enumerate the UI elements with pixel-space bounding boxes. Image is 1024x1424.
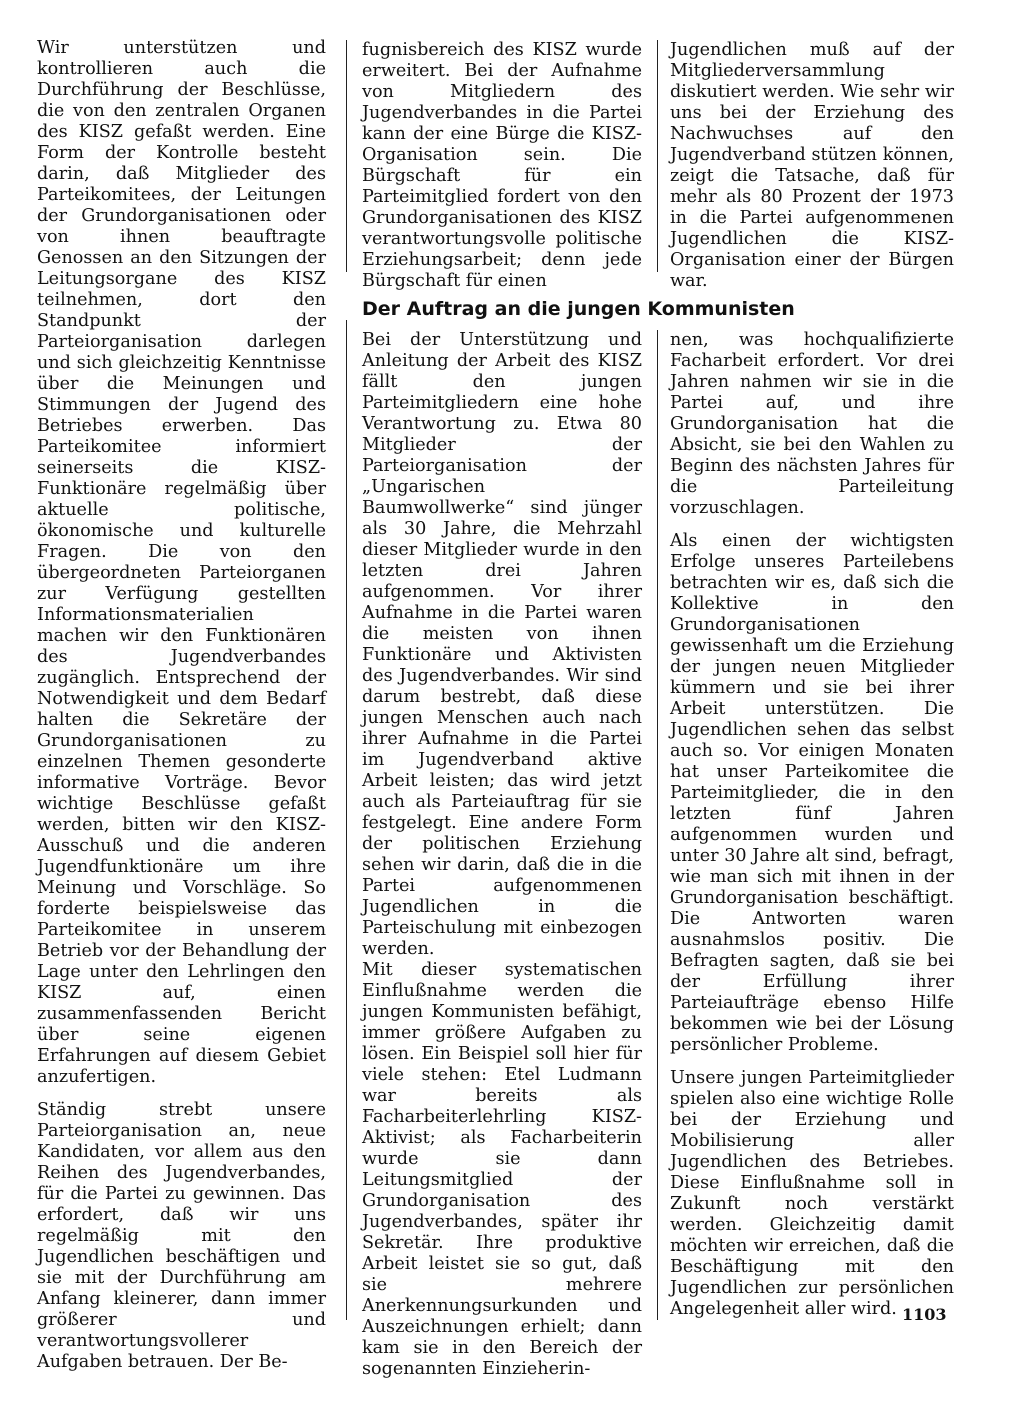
middle-bottom-paragraph-2: Mit dieser systematischen Einflußnahme werden die jungen Kommunisten befähigt, immer größere Aufgaben zu lösen. Ein Beispiel soll hier für viele stehen: Etel Ludmann war bereits als Facharbeiterlehrling KISZ-Aktivist; als Facharbeiterin wurde sie dann Leitungsmitglied der Grundorganisation des Jugendverbandes, später ihr Sekretär. Ihre produktive Arbeit leistet sie so gut, daß sie mehrere Anerkennungsurkunden und Auszeichnungen erhielt; dann kam sie in den Bereich der sogenannten Einzieherin-: [362, 960, 642, 1379]
column-rule-right-bottom: [657, 330, 658, 1320]
page-number: 1103: [902, 1305, 947, 1324]
right-bottom-column: [670, 330, 954, 1320]
column-rule-left-bottom: [346, 320, 347, 1320]
column-rule-right-top: [657, 40, 658, 272]
right-bottom-paragraph-1: nen, was hochqualifizierte Facharbeit erfordert. Vor drei Jahren nahmen wir sie in die Partei auf, und ihre Grundorganisation hat die Absicht, sie bei den Wahlen zu Beginn des nächsten Jahres für die Parteileitung vorzuschlagen.: [670, 330, 954, 518]
middle-bottom-paragraph-1: Bei der Unterstützung und Anleitung der Arbeit des KISZ fällt den jungen Parteimitgliedern eine hohe Verantwortung zu. Etwa 80 Mitglieder der Parteiorganisation der „Ungarischen Baumwollwerke“ sind jünger als 30 Jahre, die Mehrzahl dieser Mitglieder wurde in den letzten drei Jahren aufgenommen. Vor ihrer Aufnahme in die Partei waren die meisten von ihnen Funktionäre und Aktivisten des Jugendverbandes. Wir sind darum bestrebt, daß diese jungen Menschen auch nach ihrer Aufnahme in die Partei im Jugendverband aktive Arbeit leisten; das wird jetzt auch als Parteiauftrag für sie festgelegt. Eine andere Form der politischen Erziehung sehen wir darin, daß die in die Partei aufgenommenen Jugendlichen in die Parteischulung mit einbezogen werden.: [362, 330, 642, 959]
left-paragraph-1: Wir unterstützen und kontrollieren auch die Durchführung der Beschlüsse, die von den zentralen Organen des KISZ gefaßt werden. Eine Form der Kontrolle besteht darin, daß Mitglieder des Parteikomitees, der Leitungen der Grundorganisationen oder von ihnen beauftragte Genossen an den Sitzungen der Leitungsorgane des KISZ teilnehmen, dort den Standpunkt der Parteiorganisation darlegen und sich gleichzeitig Kenntnisse über die Meinungen und Stimmungen der Jugend des Betriebes erwerben. Das Parteikomitee informiert seinerseits die KISZ-Funktionäre regelmäßig über aktuelle politische, ökonomische und kulturelle Fragen. Die von den übergeordneten Parteiorganen zur Verfügung gestellten Informationsmaterialien machen wir den Funktionären des Jugendverbandes zugänglich. Entsprechend der Notwendigkeit und dem Bedarf halten die Sekretäre der Grundorganisationen zu einzelnen Themen gesonderte informative Vorträge. Bevor wichtige Beschlüsse gefaßt werden, bitten wir den KISZ-Ausschuß und die anderen Jugendfunktionäre um ihre Meinung und Vorschläge. So forderte beispielsweise das Parteikomitee in unserem Betrieb vor der Behandlung der Lage unter den Lehrlingen den KISZ auf, einen zusammenfassenden Bericht über seine eigenen Erfahrungen auf diesem Gebiet anzufertigen.: [37, 38, 326, 1087]
left-column: [37, 38, 326, 1373]
middle-top-column: [362, 40, 642, 292]
left-paragraph-2: Ständig strebt unsere Parteiorganisation an, neue Kandidaten, vor allem aus den Reihen des Jugendverbandes, für die Partei zu gewinnen. Das erfordert, daß wir uns regelmäßig mit den Jugendlichen beschäftigen und sie mit der Durchführung am Anfang kleinerer, dann immer größerer und verantwortungsvollerer Aufgaben betrauen. Der Be-: [37, 1100, 326, 1372]
middle-bottom-column: [362, 330, 642, 1380]
middle-top-paragraph-1: fugnisbereich des KISZ wurde erweitert. Bei der Aufnahme von Mitgliedern des Jugendverbandes in die Partei kann der eine Bürge die KISZ-Organisation sein. Die Bürgschaft für ein Parteimitglied fordert von den Grundorganisationen des KISZ verantwortungsvolle politische Erziehungsarbeit; denn jede Bürgschaft für einen: [362, 40, 642, 291]
right-top-paragraph-1: Jugendlichen muß auf der Mitgliederversammlung diskutiert werden. Wie sehr wir uns bei der Erziehung des Nachwuchses auf den Jugendverband stützen können, zeigt die Tatsache, daß für mehr als 80 Prozent der 1973 in die Partei aufgenommenen Jugendlichen die KISZ-Organisation einer der Bürgen war.: [670, 40, 954, 291]
right-bottom-paragraph-2: Als einen der wichtigsten Erfolge unseres Parteilebens betrachten wir es, daß sich die Kollektive in den Grundorganisationen gewissenhaft um die Erziehung der jungen neuen Mitglieder kümmern und sie bei ihrer Arbeit unterstützen. Die Jugendlichen sehen das selbst auch so. Vor einigen Monaten hat unser Parteikomitee die Parteimitglieder, die in den letzten fünf Jahren aufgenommen wurden und unter 30 Jahre alt sind, befragt, wie man sich mit ihnen in der Grundorganisation beschäftigt. Die Antworten waren ausnahmslos positiv. Die Befragten sagten, daß sie bei der Erfüllung ihrer Parteiaufträge ebenso Hilfe bekommen wie bei der Lösung persönlicher Probleme.: [670, 531, 954, 1055]
right-bottom-paragraph-3: Unsere jungen Parteimitglieder spielen also eine wichtige Rolle bei der Erziehung und Mobilisierung aller Jugendlichen des Betriebes. Diese Einflußnahme soll in Zukunft noch verstärkt werden. Gleichzeitig damit möchten wir erreichen, daß die Beschäftigung mit den Jugendlichen zur persönlichen Angelegenheit aller wird.: [670, 1068, 954, 1319]
section-heading: Der Auftrag an die jungen Kommunisten: [362, 298, 795, 320]
right-top-column: [670, 40, 954, 292]
column-rule-left-top: [346, 40, 347, 272]
